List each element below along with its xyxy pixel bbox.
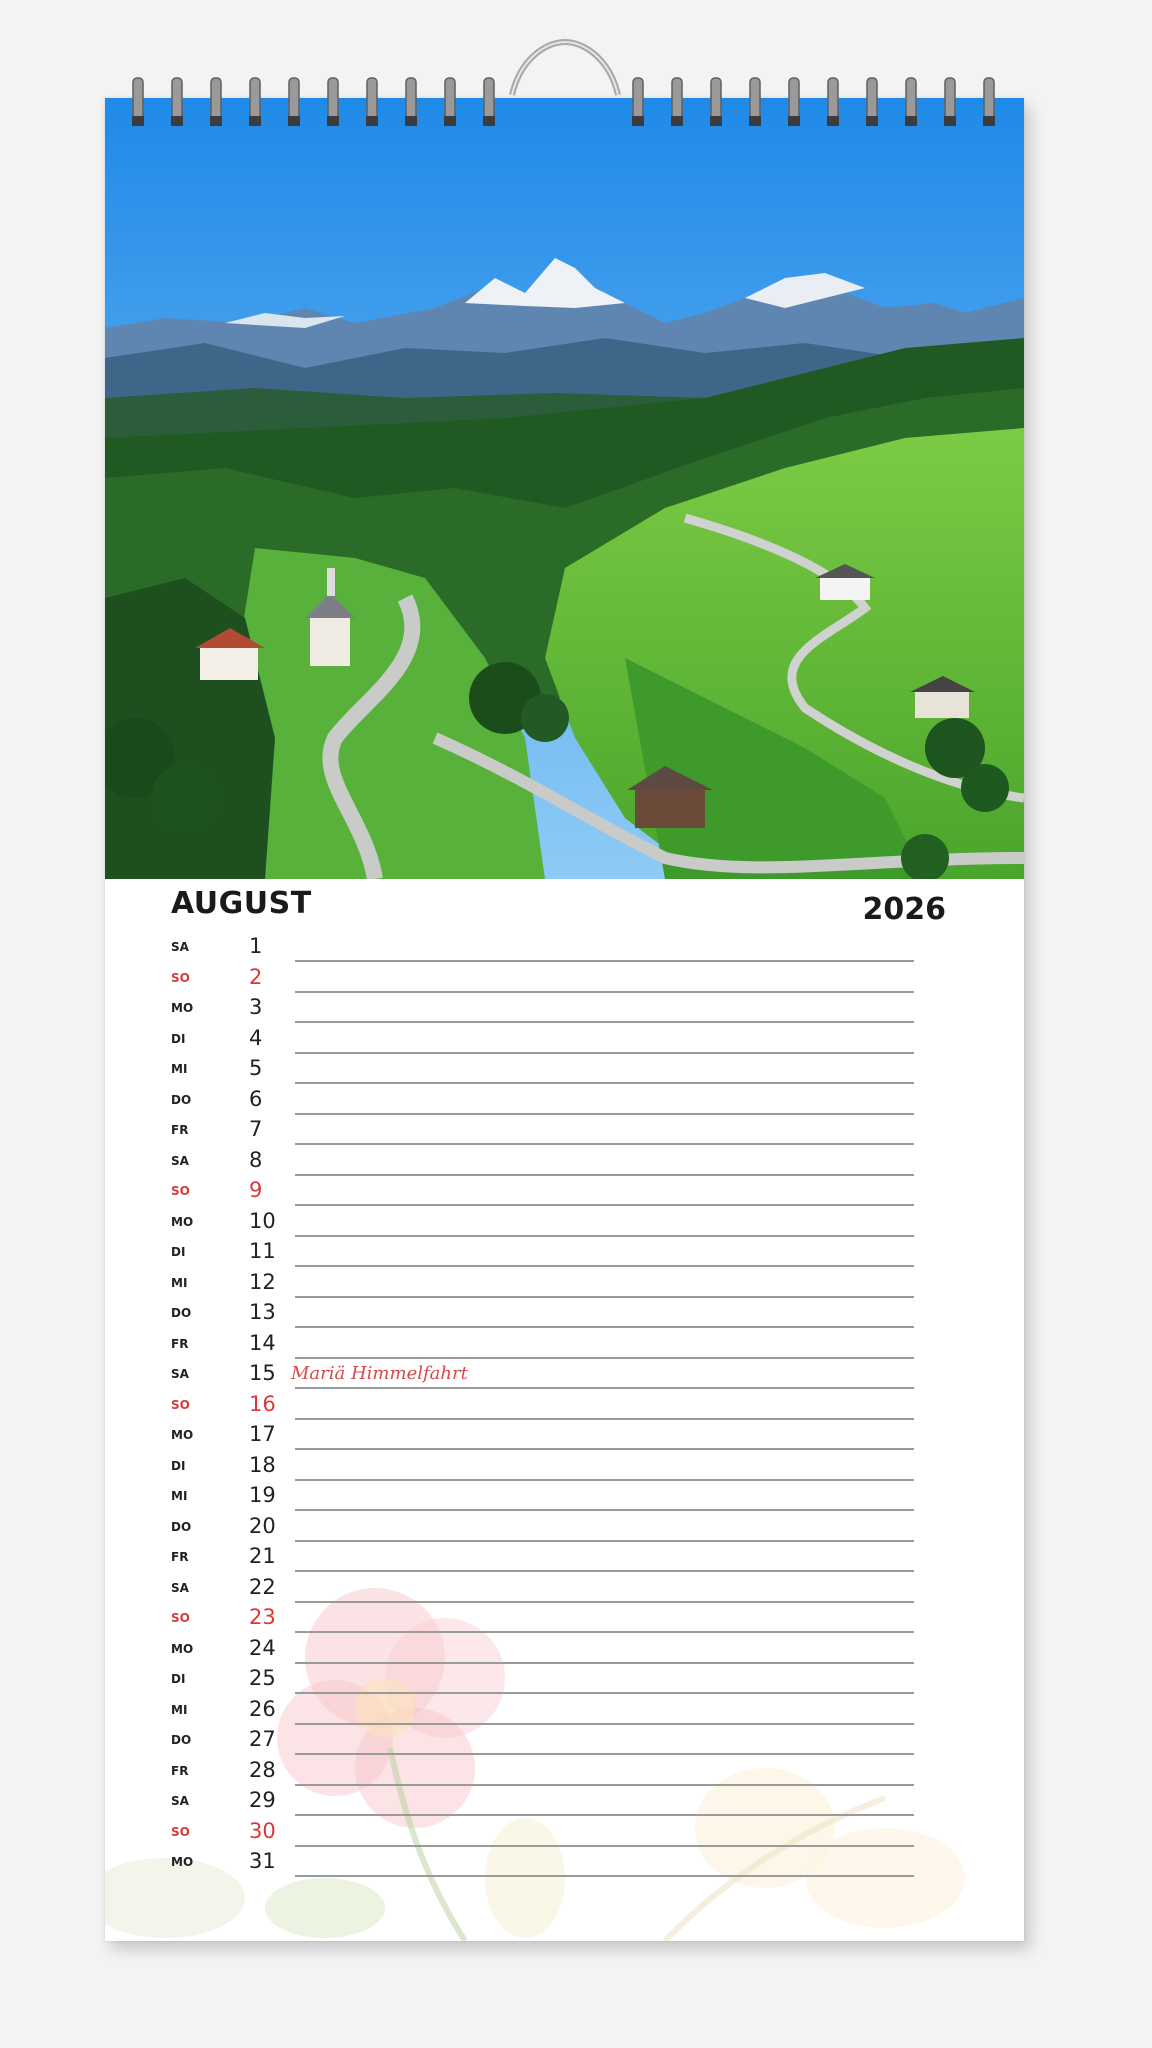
day-row [105, 1544, 1024, 1575]
writing-line [295, 1753, 914, 1755]
writing-line [295, 1387, 914, 1389]
day-row [105, 934, 1024, 965]
day-number: 10 [249, 1208, 276, 1233]
day-number: 2 [249, 964, 263, 989]
weekday-label: MI [171, 1702, 188, 1717]
day-row [105, 1727, 1024, 1758]
month-title: AUGUST [171, 886, 312, 921]
day-row [105, 1483, 1024, 1514]
day-row [105, 1361, 1024, 1392]
weekday-label: DI [171, 1245, 186, 1259]
weekday-label: DO [171, 1092, 192, 1107]
alpine-landscape-photo [105, 98, 1024, 879]
day-number: 25 [249, 1666, 276, 1690]
writing-line [295, 1204, 914, 1206]
day-row [105, 1819, 1024, 1850]
day-number: 9 [249, 1178, 263, 1202]
weekday-label: FR [171, 1550, 189, 1564]
weekday-label: SO [171, 970, 190, 985]
weekday-label: DI [171, 1458, 186, 1473]
day-row [105, 1239, 1024, 1270]
day-number: 20 [249, 1513, 276, 1538]
weekday-label: DO [171, 1306, 192, 1320]
writing-line [295, 1784, 914, 1786]
day-row [105, 1300, 1024, 1331]
writing-line [295, 1479, 914, 1481]
writing-line [295, 1875, 914, 1877]
day-number: 12 [249, 1269, 276, 1294]
day-number: 7 [249, 1117, 263, 1141]
writing-line [295, 1082, 914, 1084]
weekday-label: SO [171, 1184, 190, 1198]
day-number: 29 [249, 1788, 276, 1812]
writing-line [295, 1540, 914, 1542]
hanging-hole-cutout [396, 0, 524, 62]
writing-line [295, 991, 914, 993]
writing-line [295, 1296, 914, 1298]
day-row [105, 1117, 1024, 1148]
weekday-label: DI [171, 1031, 186, 1046]
weekday-label: SA [171, 1794, 189, 1808]
writing-line [295, 960, 914, 962]
day-number: 19 [249, 1483, 276, 1507]
writing-line [295, 1113, 914, 1115]
writing-line [295, 1814, 914, 1816]
day-number: 6 [249, 1086, 263, 1111]
weekday-label: MO [171, 1641, 194, 1656]
day-row [105, 1087, 1024, 1118]
day-row [105, 1575, 1024, 1606]
writing-line [295, 1265, 914, 1267]
day-row [105, 1636, 1024, 1667]
day-row [105, 1666, 1024, 1697]
day-number: 22 [249, 1574, 276, 1599]
day-number: 24 [249, 1635, 276, 1660]
weekday-label: MI [171, 1062, 188, 1076]
weekday-label: MO [171, 1001, 194, 1015]
day-number: 26 [249, 1696, 276, 1721]
day-number: 21 [249, 1544, 276, 1568]
day-number: 11 [249, 1239, 276, 1263]
writing-line [295, 1448, 914, 1450]
weekday-label: MI [171, 1275, 188, 1290]
writing-line [295, 1662, 914, 1664]
day-number: 28 [249, 1757, 276, 1782]
day-number: 27 [249, 1727, 276, 1751]
day-row [105, 1056, 1024, 1087]
day-number: 23 [249, 1605, 276, 1629]
weekday-label: MO [171, 1855, 194, 1869]
weekday-label: DO [171, 1519, 192, 1534]
day-number: 1 [249, 934, 263, 958]
day-number: 5 [249, 1056, 263, 1080]
weekday-label: SA [171, 1580, 189, 1595]
writing-line [295, 1723, 914, 1725]
weekday-label: SA [171, 940, 189, 954]
writing-line [295, 1235, 914, 1237]
weekday-label: MO [171, 1214, 194, 1229]
day-row [105, 1758, 1024, 1789]
writing-line [295, 1418, 914, 1420]
day-row [105, 1514, 1024, 1545]
writing-line [295, 1692, 914, 1694]
holiday-note: Mariä Himmelfahrt [291, 1363, 468, 1384]
weekday-label: SA [171, 1367, 189, 1381]
day-row [105, 1605, 1024, 1636]
writing-line [295, 1021, 914, 1023]
writing-line [295, 1631, 914, 1633]
writing-line [295, 1601, 914, 1603]
day-number: 14 [249, 1330, 276, 1355]
weekday-label: SO [171, 1611, 190, 1625]
day-number: 16 [249, 1391, 276, 1416]
writing-line [295, 1357, 914, 1359]
day-row [105, 1453, 1024, 1484]
day-row [105, 1026, 1024, 1057]
weekday-label: DI [171, 1672, 186, 1686]
weekday-label: FR [171, 1123, 189, 1137]
day-number: 17 [249, 1422, 276, 1446]
weekday-label: MI [171, 1489, 188, 1503]
writing-line [295, 1174, 914, 1176]
weekday-label: DO [171, 1733, 192, 1747]
year-title: 2026 [862, 892, 946, 927]
day-row [105, 1148, 1024, 1179]
day-row [105, 1270, 1024, 1301]
day-number: 8 [249, 1147, 263, 1172]
day-row [105, 1209, 1024, 1240]
day-number: 4 [249, 1025, 263, 1050]
day-row [105, 1788, 1024, 1819]
day-number: 30 [249, 1818, 276, 1843]
day-number: 15 [249, 1361, 276, 1385]
writing-line [295, 1326, 914, 1328]
day-row [105, 965, 1024, 996]
writing-line [295, 1143, 914, 1145]
writing-line [295, 1570, 914, 1572]
writing-line [295, 1845, 914, 1847]
day-row [105, 1331, 1024, 1362]
weekday-label: SO [171, 1824, 190, 1839]
day-row [105, 1392, 1024, 1423]
day-row [105, 1849, 1024, 1880]
day-number: 18 [249, 1452, 276, 1477]
wall-calendar-page [105, 98, 1024, 1941]
writing-line [295, 1052, 914, 1054]
day-number: 3 [249, 995, 263, 1019]
day-row [105, 995, 1024, 1026]
weekday-label: MO [171, 1428, 194, 1442]
weekday-label: FR [171, 1336, 189, 1351]
day-number: 13 [249, 1300, 276, 1324]
writing-line [295, 1509, 914, 1511]
day-row [105, 1422, 1024, 1453]
weekday-label: SO [171, 1397, 190, 1412]
day-row [105, 1697, 1024, 1728]
day-row [105, 1178, 1024, 1209]
weekday-label: FR [171, 1763, 189, 1778]
day-number: 31 [249, 1849, 276, 1873]
weekday-label: SA [171, 1153, 189, 1168]
